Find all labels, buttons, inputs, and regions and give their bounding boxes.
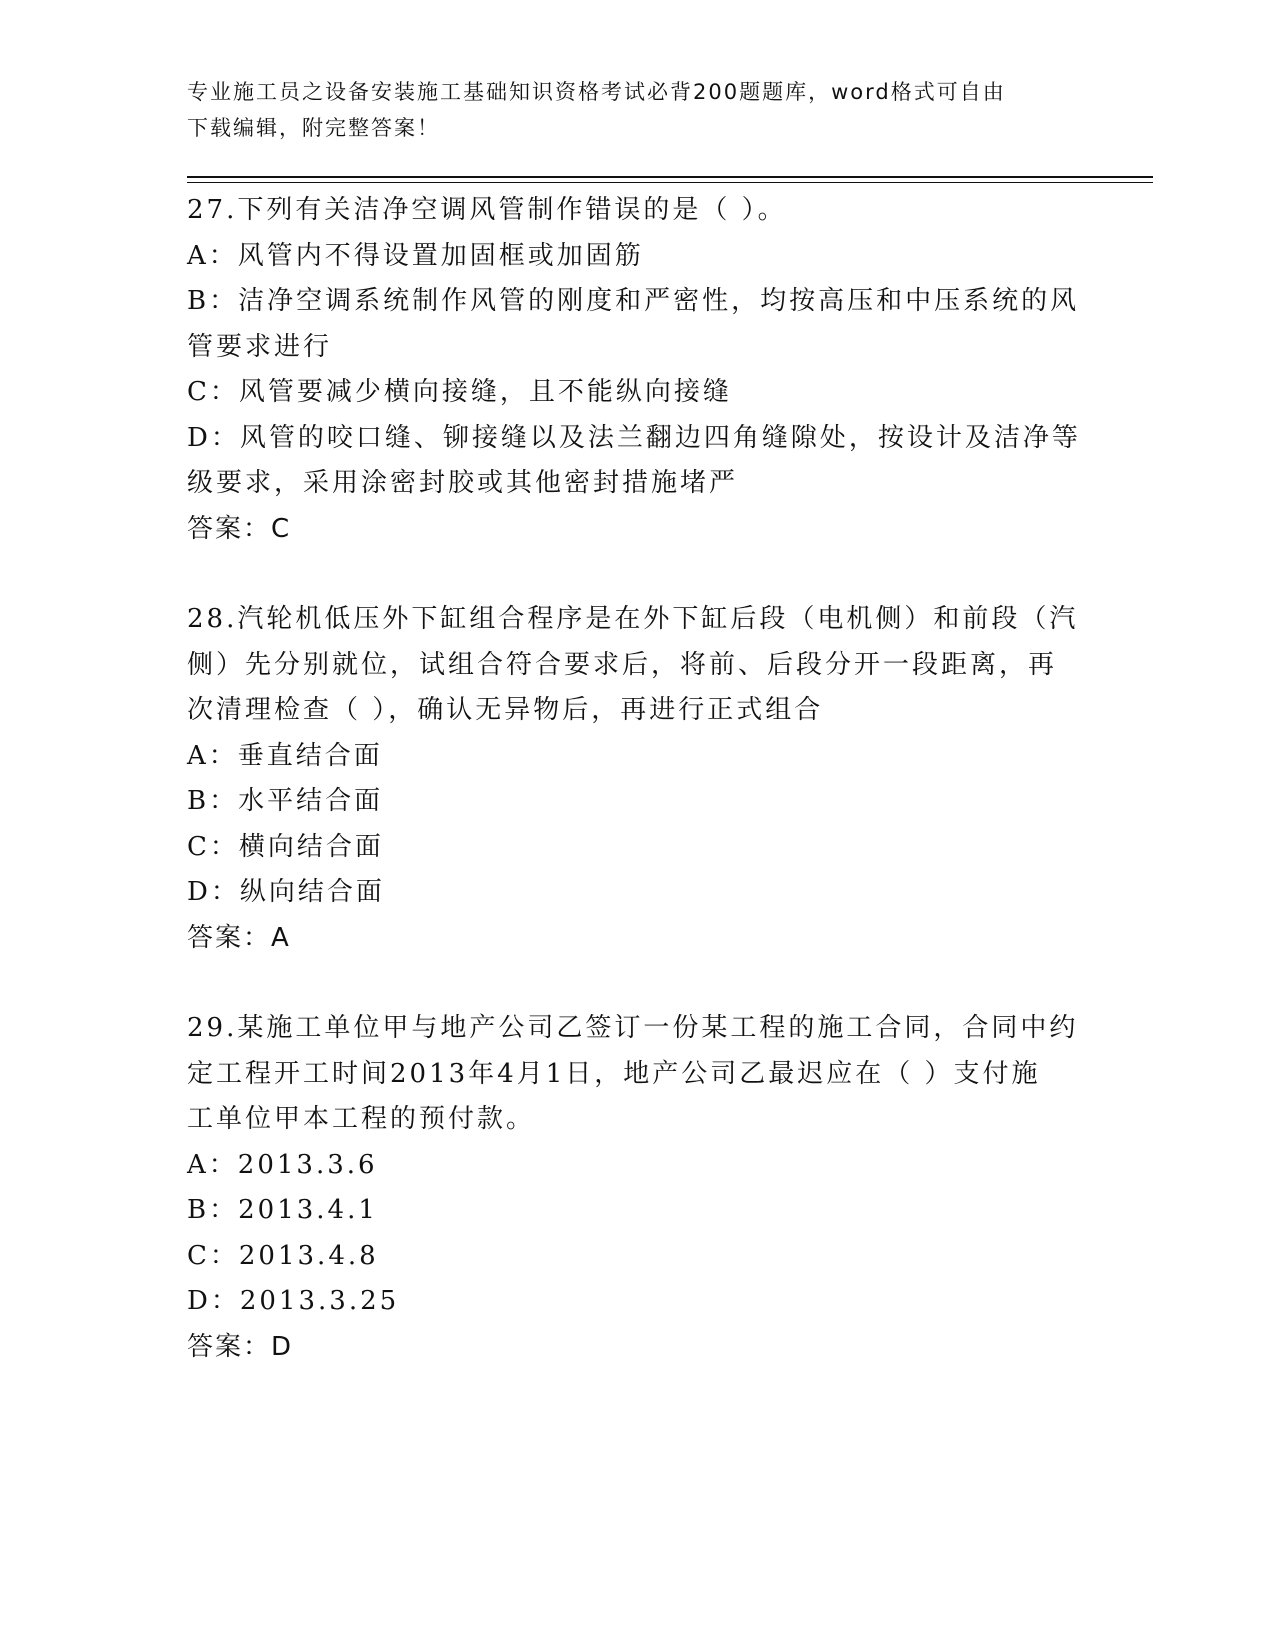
- question-29: [187, 1006, 1087, 1370]
- answer: 答案：C: [187, 513, 292, 544]
- question-stem: 28.汽轮机低压外下缸组合程序是在外下缸后段（电机侧）和前段（汽: [187, 604, 1079, 634]
- option-a: A：风管内不得设置加固框或加固筋: [187, 240, 644, 271]
- header-line-2: 下载编辑，附完整答案！: [187, 116, 440, 140]
- option-b: B：2013.4.1: [187, 1195, 378, 1225]
- option-a: A：垂直结合面: [187, 740, 383, 771]
- question-list: [187, 188, 1087, 1415]
- option-d-cont: 级要求，采用涂密封胶或其他密封措施堵严: [187, 468, 739, 498]
- question-27: [187, 188, 1087, 552]
- option-d: D：2013.3.25: [187, 1286, 400, 1316]
- question-stem: 27.下列有关洁净空调风管制作错误的是（ ）。: [187, 195, 787, 225]
- question-stem-cont: 定工程开工时间2013年4月1日，地产公司乙最迟应在（ ）支付施: [187, 1058, 1041, 1089]
- answer: 答案：A: [187, 922, 291, 953]
- question-28: [187, 597, 1087, 961]
- option-b-cont: 管要求进行: [187, 331, 333, 362]
- option-c: C：风管要减少横向接缝，且不能纵向接缝: [187, 377, 732, 407]
- option-c: C：横向结合面: [187, 831, 384, 862]
- header-divider-thick: [187, 176, 1153, 178]
- option-d: D：风管的咬口缝、铆接缝以及法兰翻边四角缝隙处，按设计及洁净等: [187, 422, 1081, 453]
- header-line-1: 专业施工员之设备安装施工基础知识资格考试必背200题题库，word格式可自由: [187, 80, 1006, 104]
- question-stem-cont: 侧）先分别就位，试组合符合要求后，将前、后段分开一段距离，再: [187, 649, 1058, 680]
- option-b: B：水平结合面: [187, 786, 384, 816]
- answer: 答案：D: [187, 1331, 294, 1362]
- option-b: B：洁净空调系统制作风管的刚度和严密性，均按高压和中压系统的风: [187, 286, 1080, 316]
- option-a: A：2013.3.6: [187, 1149, 378, 1180]
- document-header: [187, 74, 1087, 146]
- question-stem: 29.某施工单位甲与地产公司乙签订一份某工程的施工合同，合同中约: [187, 1013, 1079, 1043]
- option-c: C：2013.4.8: [187, 1240, 379, 1271]
- option-d: D：纵向结合面: [187, 877, 385, 907]
- header-divider-thin: [187, 182, 1153, 183]
- question-stem-cont: 工单位甲本工程的预付款。: [187, 1104, 536, 1134]
- question-stem-cont: 次清理检查（ ），确认无异物后，再进行正式组合: [187, 695, 824, 725]
